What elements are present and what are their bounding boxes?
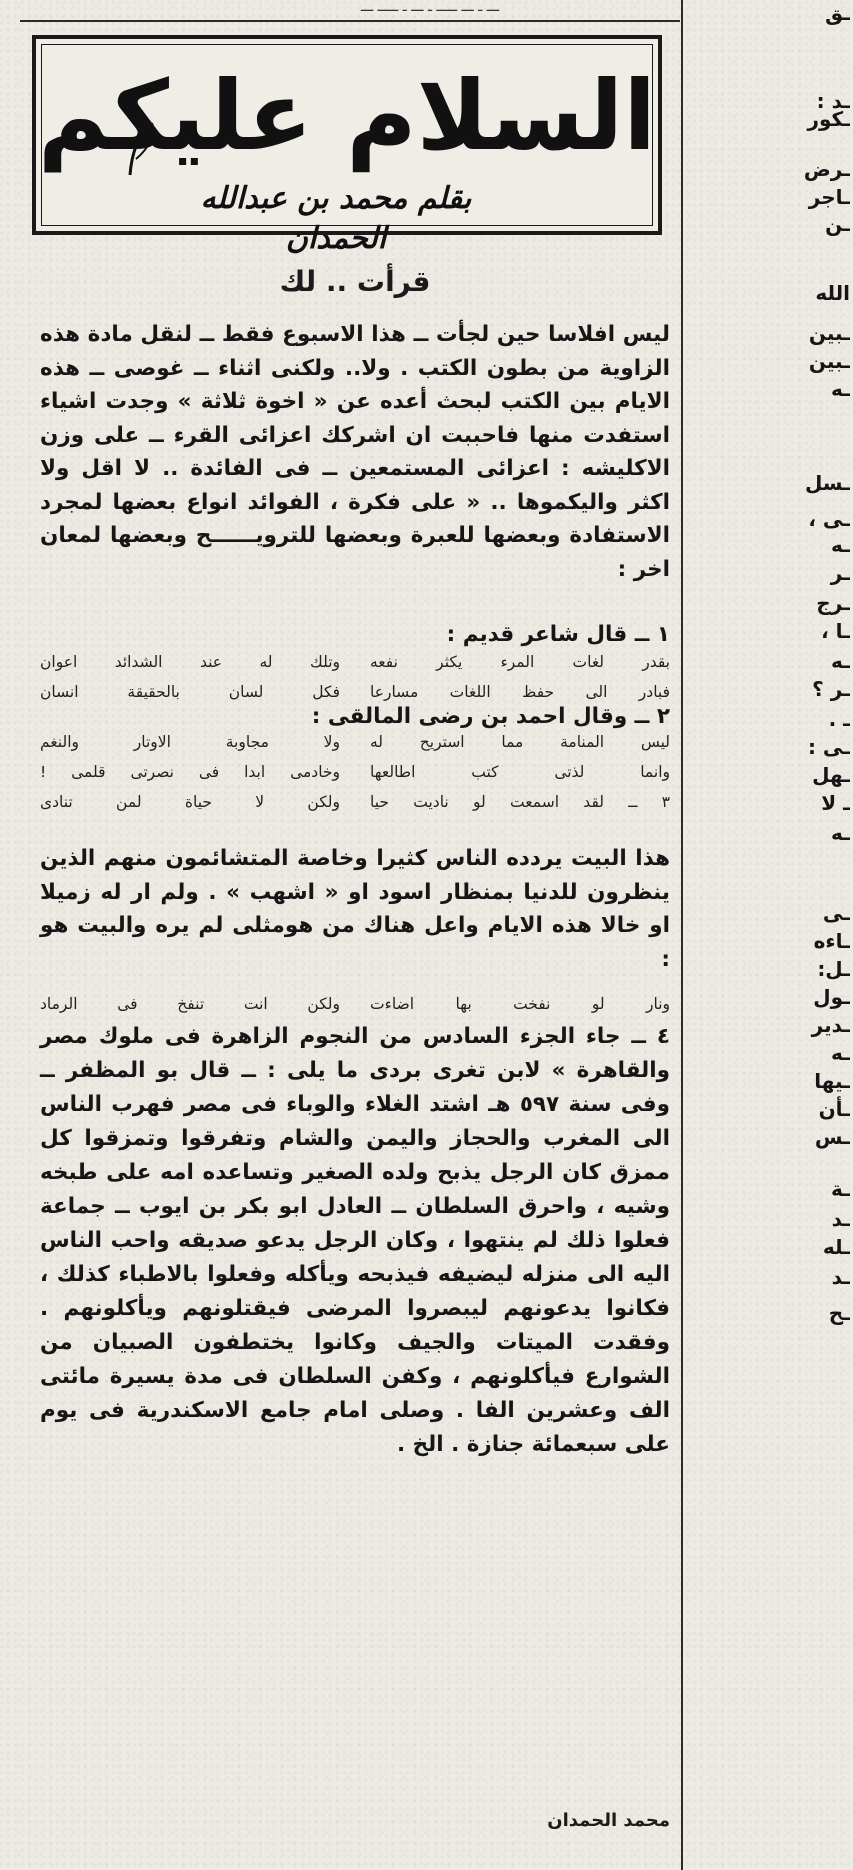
right-column-fragment: ـى — [822, 901, 850, 925]
verse-second-hemistich: ولا مجاوبة الاوتار والنغم — [40, 733, 340, 751]
right-column-fragment: ـد — [831, 1265, 850, 1289]
right-column-fragment: ـه — [831, 1041, 850, 1065]
right-column-fragment: ـ لا — [821, 791, 850, 815]
verse-first-hemistich: ٣ ــ لقد اسمعت لو ناديت حيا — [370, 793, 670, 811]
title-box — [32, 35, 662, 256]
right-column-fragment: ـة — [831, 1177, 850, 1201]
verse-second-hemistich: ولكن لا حياة لمن تنادى — [40, 793, 340, 811]
right-column-fragment: ـق — [825, 1, 850, 25]
right-column-fragment: ـر ؟ — [812, 677, 850, 701]
verse-first-hemistich: ونار لو نفخت بها اضاءت — [370, 995, 670, 1013]
column-rule — [681, 0, 683, 1870]
paragraph-3: هذا البيت يردده الناس كثيرا وخاصة المتشائمون منهم الذين ينظرون للدنيا بمنظار اسود او « اشهب » . ولم ار له زميلا او خالا هذه الايام واعل هناك من هومثلى لم يره والبيت هو : — [40, 846, 670, 972]
verse-first-hemistich: ليس المنامة مما استريح له — [370, 733, 670, 751]
verse-second-hemistich: فكل لسان بالحقيقة انسان — [40, 683, 340, 701]
right-column-fragment: ـس — [814, 1125, 850, 1149]
right-column-fragment: ـ . — [828, 707, 850, 731]
right-column-fragment: ـه — [831, 377, 850, 401]
right-column-fragment: ـن — [825, 212, 850, 236]
right-column-fragment: ـله — [822, 1235, 850, 1259]
right-column-fragment: ـيها — [814, 1069, 850, 1093]
right-column-fragment: ـسل — [804, 471, 850, 495]
column-title: السلام عليكم — [37, 60, 657, 172]
right-column-fragment: ـدير — [811, 1013, 850, 1037]
right-column-fragment: ـر — [830, 561, 850, 585]
right-column-fragment: ـه — [831, 649, 850, 673]
verse-first-hemistich: فبادر الى حفظ اللغات مسارعا — [370, 683, 670, 701]
item-2-heading: ٢ ــ وقال احمد بن رضى المالقى : — [311, 704, 670, 729]
right-column-fragment: ـد — [831, 1207, 850, 1231]
verse-line — [40, 760, 670, 784]
right-column-fragment: ـهل — [812, 763, 850, 787]
right-column-fragment: ـاجر — [808, 185, 850, 209]
right-column-fragment: ـرض — [803, 157, 850, 181]
verse-line — [40, 730, 670, 754]
right-column-fragment: ـه — [831, 821, 850, 845]
verse-second-hemistich: ولكن انت تنفخ فى الرماد — [40, 995, 340, 1013]
paragraph-4: ٤ ــ جاء الجزء السادس من النجوم الزاهرة فى ملوك مصر والقاهرة » لابن تغرى بردى ما يلى : ــ قال بو المظفر ــ وفى سنة ٥٩٧ هـ اشتد الغلاء والوباء فى مصر فهرب الناس الى المغرب والحجاز واليمن والشام وتفرقوا وتمزقوا كل ممزق كان الرجل يذبح ولده الصغير وتساعده امه على طبخه وشيه ، واحرق السلطان ــ العادل ابو بكر بن ايوب ــ جماعة فعلوا ذلك لم ينتهوا ، وكان الرجل يدعو صديقه واحب الناس اليه الى منزله ليضيفه فيذبحه ويأكله وفعلوا بالاطباء كذلك ، فكانوا يدعونهم ليبصروا المرضى فيقتلونهم ويأكلونهم . وفقدت الميتات والجيف وكانوا يختطفون الصبيان من الشوارع فيأكلونهم ، وكفن السلطان فى مدة يسيرة مائتى الف وعشرين الفا . وصلى امام جامع الاسكندرية فى يوم على سبعمائة جنازة . الخ . — [40, 1024, 670, 1457]
top-rule — [20, 20, 680, 22]
verse-first-hemistich: بقدر لغات المرء يكثر نفعه — [370, 653, 670, 671]
author-byline: بقلم محمد بن عبدالله الحمدان — [200, 181, 472, 256]
right-column-fragment: ـبين — [808, 349, 850, 373]
right-column-fragment: ـأن — [818, 1097, 850, 1121]
right-column-fragment: ـول — [813, 985, 850, 1009]
verse-second-hemistich: وخادمى ابدا فى نصرتى قلمى ! — [40, 763, 340, 781]
right-column-fragment: ـبين — [808, 321, 850, 345]
verse-line — [40, 992, 670, 1016]
right-column-fragment: ـح — [828, 1301, 850, 1325]
top-cut-text: ـــ ـ ـــ ـــــ ـ ـــ ـ ـــــ ـــ — [360, 0, 500, 15]
quill-icon — [122, 119, 162, 179]
right-column-fragment: ـكور — [807, 107, 850, 131]
right-column-fragment: ـه — [831, 533, 850, 557]
item-1-heading: ١ ــ قال شاعر قديم : — [446, 622, 670, 647]
signature: محمد الحمدان — [547, 1810, 670, 1831]
right-column-fragment: ـا ، — [821, 619, 850, 643]
verse-first-hemistich: وانما لذتى كتب اطالعها — [370, 763, 670, 781]
right-column-fragment: ـرج — [816, 591, 850, 615]
right-column-fragment: ـى ، — [808, 507, 850, 531]
verse-second-hemistich: وتلك له عند الشدائد اعوان — [40, 653, 340, 671]
right-column-fragment: ـد : — [816, 89, 850, 113]
right-column-fragment: ـاءه — [813, 929, 850, 953]
article-subtitle: قرأت .. لك — [279, 265, 431, 298]
right-column-fragment: ـى : — [807, 735, 850, 759]
right-column-fragment: ـل: — [817, 957, 850, 981]
intro-paragraph: ليس افلاسا حين لجأت ــ هذا الاسبوع فقط ــ لنقل مادة هذه الزاوية من بطون الكتب . ولا.. ولكنى اثناء ــ غوصى ــ هذه الايام بين الكتب لبحث أعده عن « اخوة ثلاثة » وجدت اشياء استفدت منها فاحببت ان اشركك اعزائى القرء ــ على وزن الاكليشه : اعزائى المستمعين ــ فى الفائدة .. لا اقل ولا اكثر واليكموها .. « على فكرة ، الفوائد انواع بعضها لمجرد الاستفادة وبعضها للعبرة وبعضها للترويــــــح وبعضها لمعان اخر : — [40, 322, 670, 582]
verse-line — [40, 650, 670, 674]
verse-line — [40, 790, 670, 814]
right-column-fragment: الله — [815, 281, 850, 305]
